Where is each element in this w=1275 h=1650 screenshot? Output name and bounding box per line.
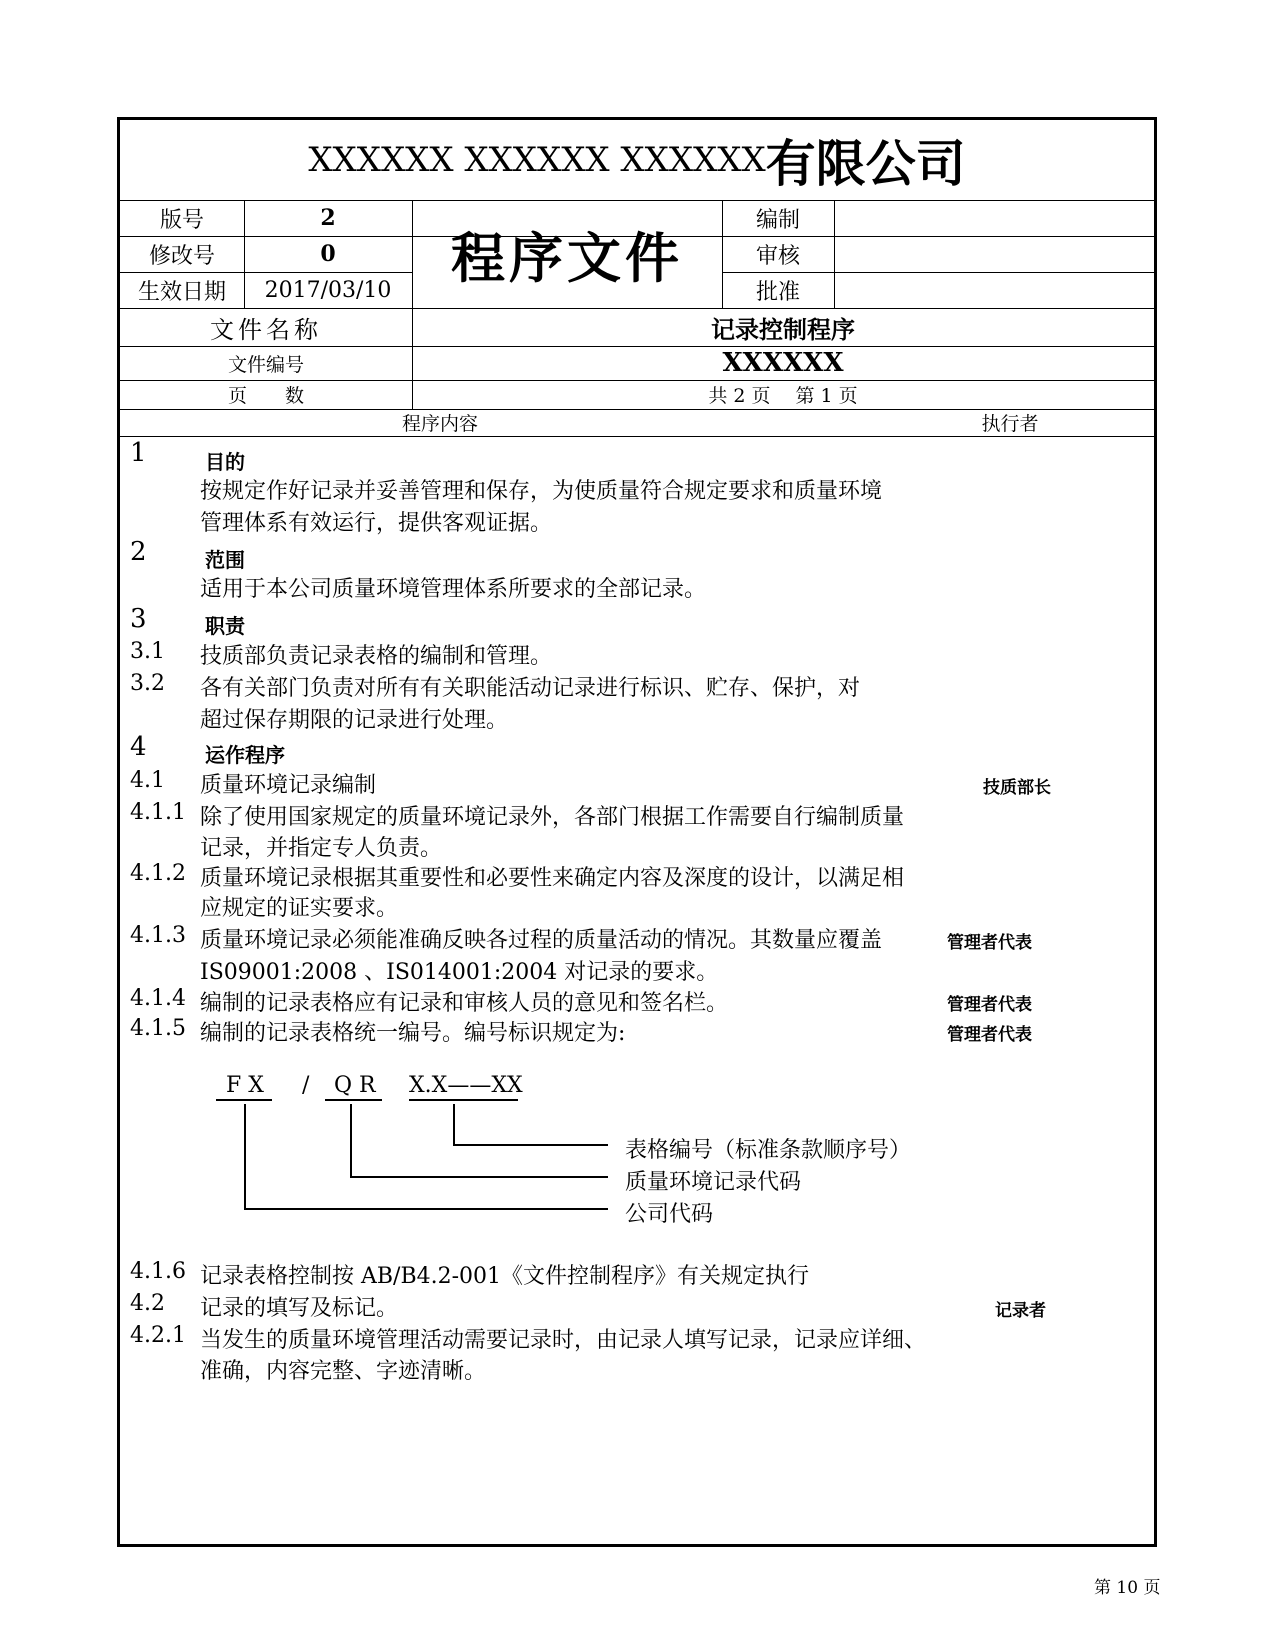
company-name-cn: 有限公司 [765, 134, 966, 193]
section-1-number: 1 [130, 438, 147, 468]
section-4-title: 运作程序 [205, 743, 285, 767]
clause-number: 4.1 [130, 768, 165, 793]
clause-text: 超过保存期限的记录进行处理。 [200, 708, 509, 733]
clause-text: 编制的记录表格应有记录和审核人员的意见和签名栏。 [200, 991, 729, 1016]
clause-text: 除了使用国家规定的质量环境记录外，各部门根据工作需要自行编制质量 [200, 805, 905, 830]
code-company: F X [226, 1073, 264, 1098]
section-2-number: 2 [130, 537, 147, 567]
connector-form [454, 1104, 608, 1145]
company-name-latin: XXXXXX XXXXXX XXXXXX [308, 140, 766, 180]
label-form-number: 表格编号（标准条款顺序号） [625, 1138, 912, 1163]
clause-text: 当发生的质量环境管理活动需要记录时，由记录人填写记录，记录应详细、 [200, 1328, 927, 1353]
approved-value [834, 272, 1154, 308]
section-1-text: 管理体系有效运行，提供客观证据。 [200, 511, 553, 536]
rule [120, 436, 1154, 437]
executor-cell: 管理者代表 [947, 1025, 1032, 1045]
clause-text: 技质部负责记录表格的编制和管理。 [200, 644, 553, 669]
document-frame [117, 117, 1157, 1547]
clause-text: 记录的填写及标记。 [200, 1296, 399, 1321]
label-company-code: 公司代码 [625, 1202, 714, 1227]
executor-label: 执行者 [981, 413, 1039, 435]
clause-number: 4.1.2 [130, 861, 186, 886]
executor-cell: 记录者 [995, 1301, 1046, 1321]
clause-text: 各有关部门负责对所有有关职能活动记录进行标识、贮存、保护，对 [200, 676, 861, 701]
version-value: 2 [320, 205, 336, 231]
reviewed-value [834, 236, 1154, 272]
effective-date-label: 生效日期 [137, 279, 226, 305]
effective-date-value: 2017/03/10 [264, 277, 392, 303]
prepared-value [834, 200, 1154, 236]
code-format-diagram [120, 1060, 1154, 1230]
reviewed-label: 审核 [755, 243, 800, 269]
clause-number: 3.1 [130, 639, 165, 664]
code-slash: / [302, 1073, 310, 1098]
file-number-value: XXXXXX [722, 348, 844, 378]
clause-number: 4.2 [130, 1291, 165, 1316]
clause-text: 记录，并指定专人负责。 [200, 836, 443, 861]
executor-cell: 管理者代表 [947, 995, 1032, 1015]
clause-number: 4.1.6 [130, 1259, 186, 1284]
clause-number: 4.1.1 [130, 800, 186, 825]
clause-number: 4.1.4 [130, 986, 186, 1011]
section-2-text: 适用于本公司质量环境管理体系所要求的全部记录。 [200, 577, 707, 602]
connector-record [351, 1104, 608, 1177]
code-record: Q R [334, 1073, 376, 1098]
prepared-label: 编制 [755, 207, 800, 233]
section-1-text: 按规定作好记录并妥善管理和保存，为使质量符合规定要求和质量环境 [200, 479, 883, 504]
clause-text: 质量环境记录必须能准确反映各过程的质量活动的情况。其数量应覆盖 [200, 928, 883, 953]
clause-text: 记录表格控制按 AB/B4.2-001《文件控制程序》有关规定执行 [200, 1264, 810, 1289]
clause-number: 4.2.1 [130, 1323, 186, 1348]
section-2-title: 范围 [205, 548, 245, 572]
executor-cell: 技质部长 [983, 778, 1051, 798]
section-4-number: 4 [130, 732, 147, 762]
executor-cell: 管理者代表 [947, 933, 1032, 953]
clause-text: 质量环境记录编制 [200, 773, 377, 798]
file-name-label: 文件名称 [210, 315, 322, 344]
connector-company [245, 1104, 608, 1209]
section-3-title: 职责 [205, 614, 245, 638]
version-label: 版号 [159, 207, 204, 233]
code-form: X.X——XX [409, 1073, 523, 1098]
label-record-code: 质量环境记录代码 [625, 1170, 802, 1195]
clause-number: 4.1.3 [130, 923, 186, 948]
page-number: 第 10 页 [1094, 1578, 1161, 1598]
pages-label: 页 数 [227, 385, 304, 407]
revision-label: 修改号 [148, 243, 215, 269]
clause-text: 准确，内容完整、字迹清晰。 [200, 1359, 487, 1384]
approved-label: 批准 [755, 279, 800, 305]
document-type: 程序文件 [451, 225, 683, 290]
clause-number: 3.2 [130, 671, 165, 696]
section-1-title: 目的 [205, 450, 245, 474]
content-label: 程序内容 [401, 413, 478, 435]
pages-value: 共 2 页 第 1 页 [708, 385, 858, 407]
file-number-label: 文件编号 [227, 353, 304, 376]
section-3-number: 3 [130, 604, 147, 634]
company-name [120, 120, 1154, 200]
clause-text: 应规定的证实要求。 [200, 896, 399, 921]
clause-text: IS09001:2008 、IS014001:2004 对记录的要求。 [200, 960, 719, 985]
clause-number: 4.1.5 [130, 1016, 186, 1041]
clause-text: 质量环境记录根据其重要性和必要性来确定内容及深度的设计，以满足相 [200, 866, 905, 891]
file-name-value: 记录控制程序 [711, 314, 855, 344]
clause-text: 编制的记录表格统一编号。编号标识规定为: [200, 1021, 626, 1046]
revision-value: 0 [320, 241, 336, 267]
